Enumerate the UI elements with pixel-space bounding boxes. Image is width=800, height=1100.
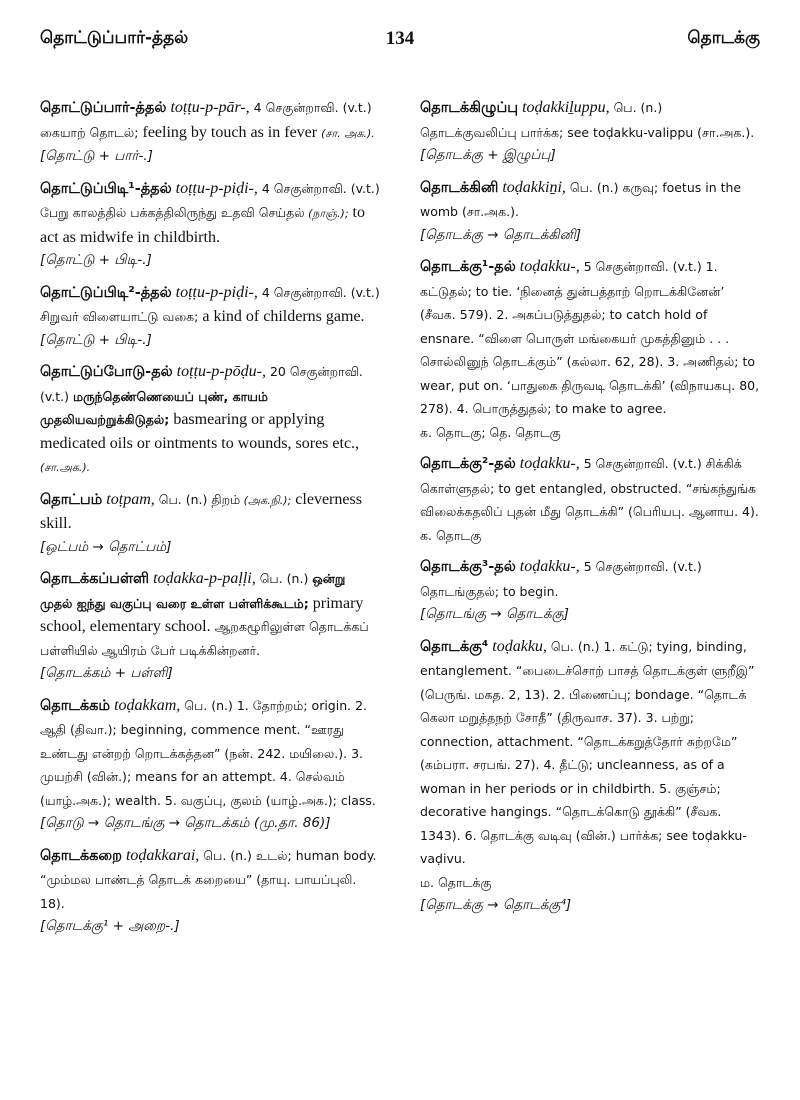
transliteration: toḍakka-p-paḷḷi,	[153, 570, 256, 587]
source-ref: (சா.அக.).	[40, 461, 91, 474]
definition-en: cleverness skill.	[40, 490, 362, 532]
headword: தொட்பம்	[40, 491, 103, 508]
headword: தொட்டுப்போடு-தல்	[40, 364, 173, 380]
headword: தொடக்கு³-தல்	[420, 559, 516, 575]
transliteration: toḍakkam,	[114, 696, 181, 714]
definition-text: பெ. (n.) உடல்; human body. “மும்மல பாண்டத் தொடக் கறையை” (தாயு. பாயப்புலி. 18).	[40, 847, 377, 911]
headword: தொட்டுப்பார்-த்தல்	[40, 100, 167, 116]
grammar-label: பெ. (n.)	[255, 571, 313, 586]
transliteration: toḍakkiṉi,	[502, 178, 566, 196]
usage-example: ஆறகழூரிலுள்ள தொடக்கப் பள்ளியில் ஆயிரம் பேர் படிக்கின்றனர்.	[40, 619, 369, 658]
dictionary-entry	[420, 635, 762, 918]
page-number: 134	[385, 28, 415, 49]
etymology: [ஒட்பம் → தொட்பம்]	[40, 538, 172, 555]
definition-ta: கையாற் தொடல்;	[40, 124, 139, 140]
dictionary-entry	[40, 177, 382, 273]
transliteration: toṭṭu-p-pōḍu-,	[176, 363, 266, 380]
grammar-label: 4 செகுன்றாவி. (v.t.)	[257, 180, 380, 196]
etymology: [தொடங்கு → தொடக்கு]	[420, 606, 569, 622]
etymology: [தொட்டு + பிடி-.]	[40, 331, 152, 348]
etymology: [தொடக்கு → தொடக்கினி]	[420, 226, 582, 243]
transliteration: toṭṭu-p-piḍi-,	[175, 179, 258, 197]
cognate-languages: க. தொடகு	[420, 527, 482, 543]
running-head-left: தொட்டுப்பார்-த்தல்	[40, 28, 189, 48]
running-head-right: தொடக்கு	[687, 28, 760, 48]
definition-en: primary school, elementary school.	[40, 594, 364, 635]
transliteration: toḍakkarai,	[125, 846, 200, 864]
dictionary-entry	[40, 844, 382, 939]
headword: தொடக்கு¹-தல்	[420, 259, 516, 275]
headword: தொடக்கம்	[40, 697, 111, 714]
grammar-label: 20 செகுன்றாவி. (v.t.)	[40, 364, 363, 404]
headword: தொடக்கிழுப்பு	[420, 100, 519, 116]
definition-text: 5 செகுன்றாவி. (v.t.) தொடங்குதல்; to begin.	[420, 559, 702, 599]
dictionary-entry	[420, 255, 762, 444]
dictionary-entry	[40, 281, 382, 353]
definition-ta: சிறுவர் விளையாட்டு வகை;	[40, 309, 199, 324]
dictionary-entry	[40, 96, 382, 169]
definition-text: 5 செகுன்றாவி. (v.t.) சிக்கிக் கொள்ளுதல்; to get entangled, obstructed. “சங்கந்துங்க விலைக்கதலிப் புதன் மீது தொடக்கி” (பெரியபு. ஆனாய. 4).	[420, 456, 759, 519]
transliteration: toṭṭu-p-pār-,	[170, 99, 250, 116]
headword: தொடக்கறை	[40, 847, 122, 864]
headword: தொடக்கு⁴	[420, 638, 489, 655]
etymology: [தொடக்கு¹ + அறை-.]	[40, 918, 180, 934]
definition-ta: திறம்	[211, 491, 241, 507]
dictionary-entry	[40, 567, 382, 686]
transliteration: toḍakku,	[492, 637, 547, 655]
transliteration: toḍakku-,	[519, 455, 580, 472]
headword: தொட்டுப்பிடி²-த்தல்	[40, 284, 172, 301]
etymology: [தொட்டு + பிடி-.]	[40, 252, 152, 268]
definition-text: 5 செகுன்றாவி. (v.t.) 1. கட்டுதல்; to tie. ‘நினைத் துன்பத்தாற் றொடக்கினேன்’ (சீவக. 579). 2. அகப்படுத்துதல்; to catch hold of ensnare. “விளை பொருள் மங்கையர் முகத்தினும் . . . சொல்லினுந் தொடக்கும்” (கல்லா. 62, 28). 3. அணிதல்; to wear, put on. ‘பாதுகை திருவடி தொடக்கி’ (விநாயகபு. 80, 278). 4. பொருத்துதல்; to make to agree.	[420, 259, 760, 416]
etymology: [தொடக்கு → தொடக்கு⁴]	[420, 897, 572, 913]
dictionary-entry	[40, 360, 382, 480]
definition-ta: ஒன்று முதல் ஐந்து வகுப்பு வரை உள்ள பள்ளிக்கூடம்;	[40, 571, 346, 611]
definition-text: பெ. (n.) தொடக்குவலிப்பு பார்க்க; see toḍakku-valippu (சா.அக.).	[420, 100, 755, 140]
definition-ta: மருந்தெண்ணெயைப் புண், காயம் முதலியவற்றுக்கிடுதல்;	[40, 388, 268, 427]
etymology: [தொடக்கம் + பள்ளி]	[40, 665, 173, 681]
source-ref: (அக.நி.);	[240, 493, 292, 507]
dictionary-entry	[420, 555, 762, 627]
etymology: [தொட்டு + பார்-.]	[40, 148, 153, 164]
etymology: [தொடக்கு + இழுப்பு]	[420, 147, 556, 163]
dictionary-entry	[40, 488, 382, 560]
transliteration: toḍakku-,	[519, 258, 580, 275]
left-column	[40, 96, 382, 947]
definition-text: பெ. (n.) 1. தோற்றம்; origin. 2. ஆதி (திவா.); beginning, commence ment. “ஊரது உண்டது என்றற் றொடக்கத்தன” (நன். 242. மயிலை.). 3. முயற்சி (வின்.); means for an attempt. 4. செல்வம் (யாழ்.அக.); wealth. 5. வகுப்பு, குலம் (யாழ்.அக.); class.	[40, 697, 376, 808]
dictionary-entry	[420, 176, 762, 248]
page-header	[40, 28, 760, 60]
right-column	[420, 96, 762, 926]
definition-text: பெ. (n.) கருவு; foetus in the womb (சா.அக.).	[420, 179, 742, 219]
dictionary-entry	[420, 452, 762, 547]
definition-en: to act as midwife in childbirth.	[40, 204, 365, 246]
source-ref: (சா. அக.).	[321, 126, 375, 140]
grammar-label: 4 செகுன்றாவி. (v.t.)	[249, 100, 372, 115]
dictionary-entry	[40, 694, 382, 836]
headword: தொடக்கினி	[420, 179, 499, 196]
headword: தொட்டுப்பிடி¹-த்தல்	[40, 180, 172, 197]
headword: தொடக்கு²-தல்	[420, 456, 516, 472]
transliteration: toṭṭu-p-piḍi-,	[175, 283, 258, 301]
definition-en: feeling by touch as in fever	[138, 123, 322, 141]
transliteration: toḍakku-,	[519, 558, 580, 575]
transliteration: toṭpam,	[106, 490, 155, 508]
grammar-label: 4 செகுன்றாவி. (v.t.)	[257, 284, 380, 300]
definition-ta: பேறு காலத்தில் பக்கத்திலிருந்து உதவி செய்தல்	[40, 205, 305, 220]
cognate-languages: ம. தொடக்கு	[420, 874, 492, 890]
definition-en: a kind of childerns game.	[198, 308, 365, 325]
headword: தொடக்கப்பள்ளி	[40, 571, 150, 587]
etymology: [தொடு → தொடங்கு → தொடக்கம் (மு.தா. 86)]	[40, 815, 331, 831]
dictionary-entry	[420, 96, 762, 168]
definition-text: பெ. (n.) 1. கட்டு; tying, binding, entanglement. “பைடைச்சொற் பாசத் தொடக்குள் ளுறீஇ” (பெருங். மகத. 2, 13). 2. பிணைப்பு; bondage. “தொடக் கெலா மறுத்தநற் சோதீ” (திருவாச. 37). 3. பற்று; connection, attachment. “தொடக்கறுத்தோர் சுற்றமே” (கம்பரா. சரபங். 27). 4. தீட்டு; uncleanness, as of a woman in her periods or in childbirth. 5. குஞ்சம்; decorative hangings. “தொடக்கொடு தூக்கி” (சீவக. 1343). 6. தொடக்கு வடிவு (வின்.) பார்க்க; see toḍakku-vaḍivu.	[420, 638, 755, 866]
definition-en: basmearing or applying medicated oils or ointments to wounds, sores etc.,	[40, 411, 360, 452]
grammar-label: பெ. (n.)	[154, 491, 212, 507]
cognate-languages: க. தொடகு; தெ. தொடகு	[420, 424, 561, 440]
source-ref: (நாஞ்.);	[304, 207, 349, 220]
transliteration: toḍakkiḻuppu,	[522, 99, 610, 116]
